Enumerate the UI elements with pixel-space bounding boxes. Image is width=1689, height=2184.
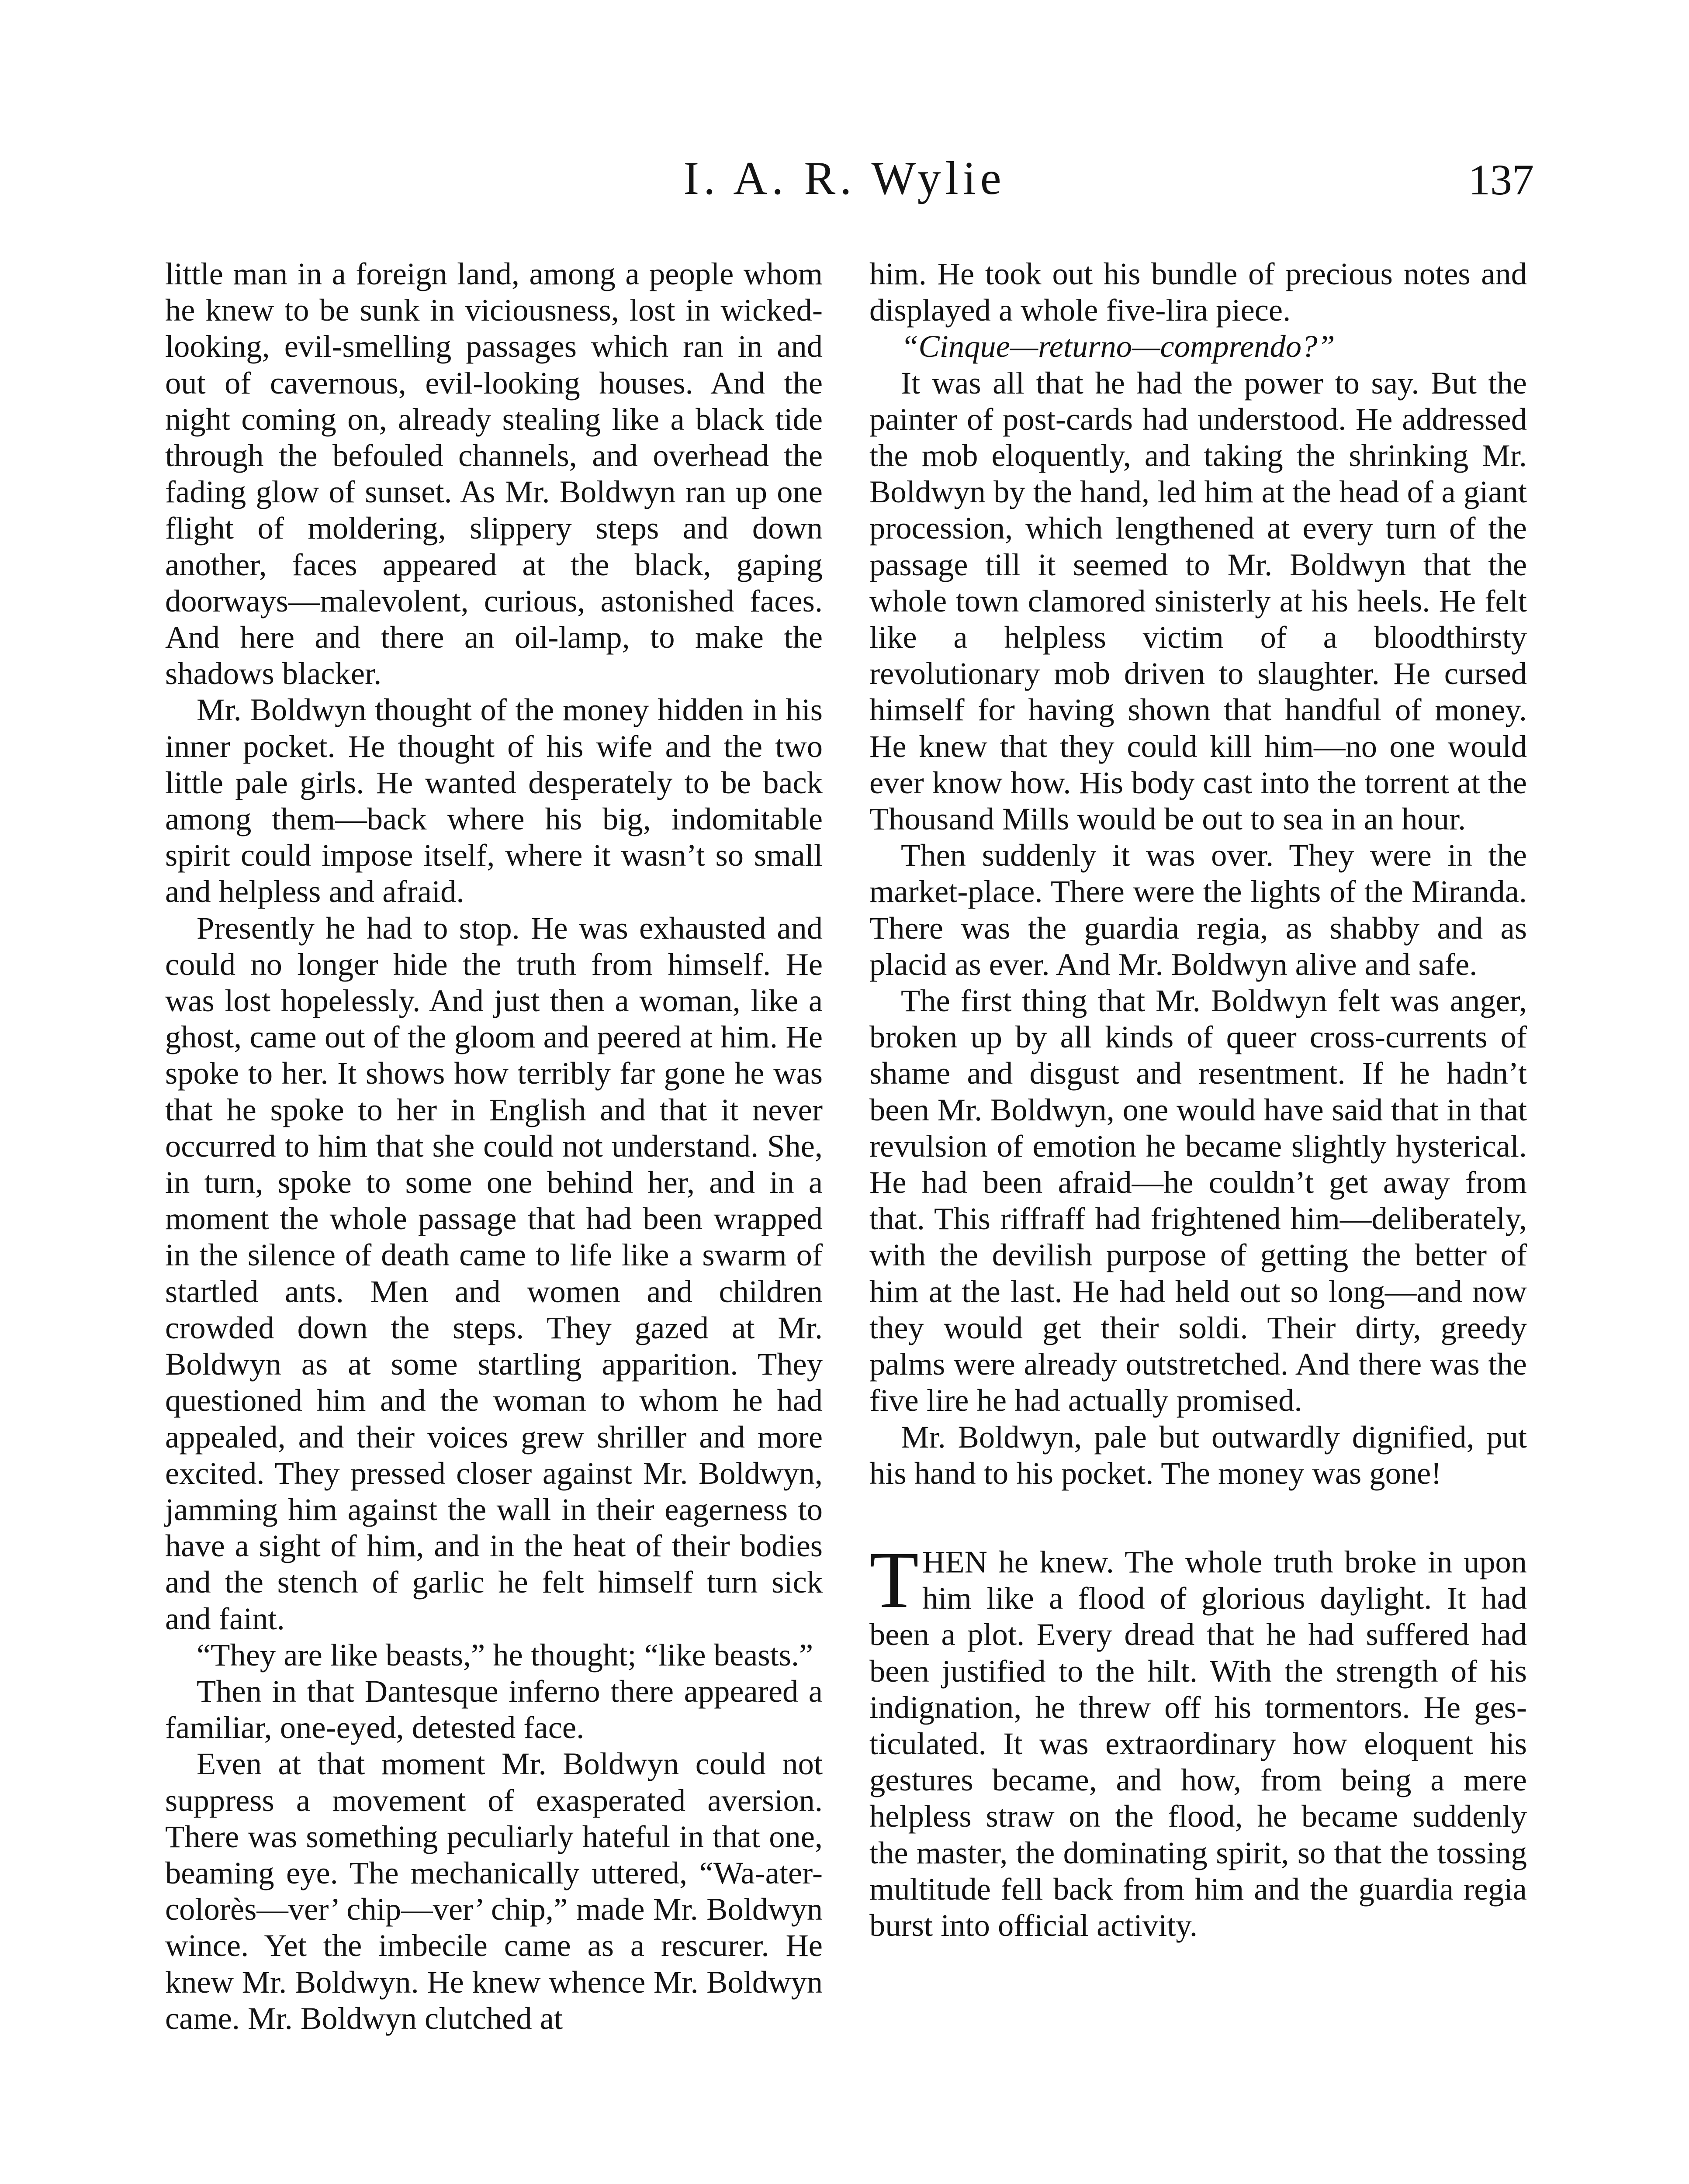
paragraph: Then in that Dantesque inferno there appeared a familiar, one-eyed, detested face.	[165, 1673, 823, 1745]
paragraph: little man in a foreign land, among a people whom he knew to be sunk in viciousness, lost in wicked-looking, evil-smelling passages which ran in and out of cavernous, evil-looking houses. And the night coming on, already stealing like a black tide through the befouled channels, and overhead the fading glow of sunset. As Mr. Boldwyn ran up one flight of moldering, slippery steps and down another, faces appeared at the black, gaping doorways—malevolent, curious, astonished faces. And here and there an oil-lamp, to make the shadows blacker.	[165, 256, 823, 691]
running-head-author: I. A. R. Wylie	[683, 152, 1006, 204]
section-text: HEN he knew. The whole truth broke in upon him like a flood of glorious daylight. It had been a plot. Every dread that he had suffered had been justified to the hilt. With the strength of his indignation, he threw off his tormentors. He gesticulated. It was extraordinary how eloquent his gestures became, and how, from being a mere helpless straw on the flood, he became suddenly the master, the dominating spirit, so that the tossing multitude fell back from him and the guardia regia burst into official activity.	[869, 1544, 1527, 1943]
right-column	[869, 256, 1527, 1943]
paragraph: Mr. Boldwyn, pale but outwardly dignified, put his hand to his pocket. The money was gone!	[869, 1419, 1527, 1491]
paragraph: Mr. Boldwyn thought of the money hidden in his inner pocket. He thought of his wife and the two little pale girls. He wanted desperately to be back among them—back where his big, indomitable spirit could impose itself, where it wasn’t so small and helpless and afraid.	[165, 692, 823, 909]
paragraph: “They are like beasts,” he thought; “like beasts.”	[197, 1637, 813, 1673]
drop-cap: T	[869, 1535, 919, 1625]
paragraph: Even at that moment Mr. Boldwyn could not suppress a movement of exasperated aversion. There was something peculiarly hateful in that one, beaming eye. The mechanically uttered, “Wa-ater-colorès—ver’ chip—ver’ chip,” made Mr. Boldwyn wince. Yet the imbecile came as a rescurer. He knew Mr. Boldwyn. He knew whence Mr. Boldwyn came. Mr. Boldwyn clutched at	[165, 1746, 823, 2036]
page-number: 137	[1468, 156, 1534, 204]
italic-quote: “Cinque—returno—comprendo?”	[901, 328, 1335, 364]
left-column	[165, 256, 823, 2036]
section-paragraph	[869, 1535, 1527, 1943]
paragraph: The first thing that Mr. Boldwyn felt was anger, broken up by all kinds of queer cross-currents of shame and disgust and resentment. If he hadn’t been Mr. Boldwyn, one would have said that in that revulsion of emotion he became slightly hysterical. He had been afraid—he couldn’t get away from that. This riffraff had frightened him—deliberately, with the devilish purpose of getting the better of him at the last. He had held out so long—and now they would get their soldi. Their dirty, greedy palms were already outstretched. And there was the five lire he had actually promised.	[869, 983, 1527, 1418]
paragraph: Then suddenly it was over. They were in the market-place. There were the lights of the Miranda. There was the guardia regia, as shabby and as placid as ever. And Mr. Boldwyn alive and safe.	[869, 837, 1527, 982]
paragraph: It was all that he had the power to say. But the painter of post-cards had understood. He addressed the mob eloquently, and taking the shrinking Mr. Boldwyn by the hand, led him at the head of a giant procession, which lengthened at every turn of the passage till it seemed to Mr. Boldwyn that the whole town clamored sinisterly at his heels. He felt like a helpless victim of a bloodthirsty revolutionary mob driven to slaughter. He cursed himself for having shown that handful of money. He knew that they could kill him—no one would ever know how. His body cast into the torrent at the Thousand Mills would be out to sea in an hour.	[869, 365, 1527, 837]
paragraph: Presently he had to stop. He was exhausted and could no longer hide the truth from himself. He was lost hopelessly. And just then a woman, like a ghost, came out of the gloom and peered at him. He spoke to her. It shows how terribly far gone he was that he spoke to her in English and that it never occurred to him that she could not understand. She, in turn, spoke to some one behind her, and in a moment the whole passage that had been wrapped in the silence of death came to life like a swarm of startled ants. Men and women and children crowded down the steps. They gazed at Mr. Boldwyn as at some startling apparition. They questioned him and the woman to whom he had appealed, and their voices grew shriller and more excited. They pressed closer against Mr. Boldwyn, jamming him against the wall in their eagerness to have a sight of him, and in the heat of their bodies and the stench of garlic he felt himself turn sick and faint.	[165, 910, 823, 1636]
paragraph: him. He took out his bundle of precious notes and displayed a whole five-lira piece.	[869, 256, 1527, 328]
